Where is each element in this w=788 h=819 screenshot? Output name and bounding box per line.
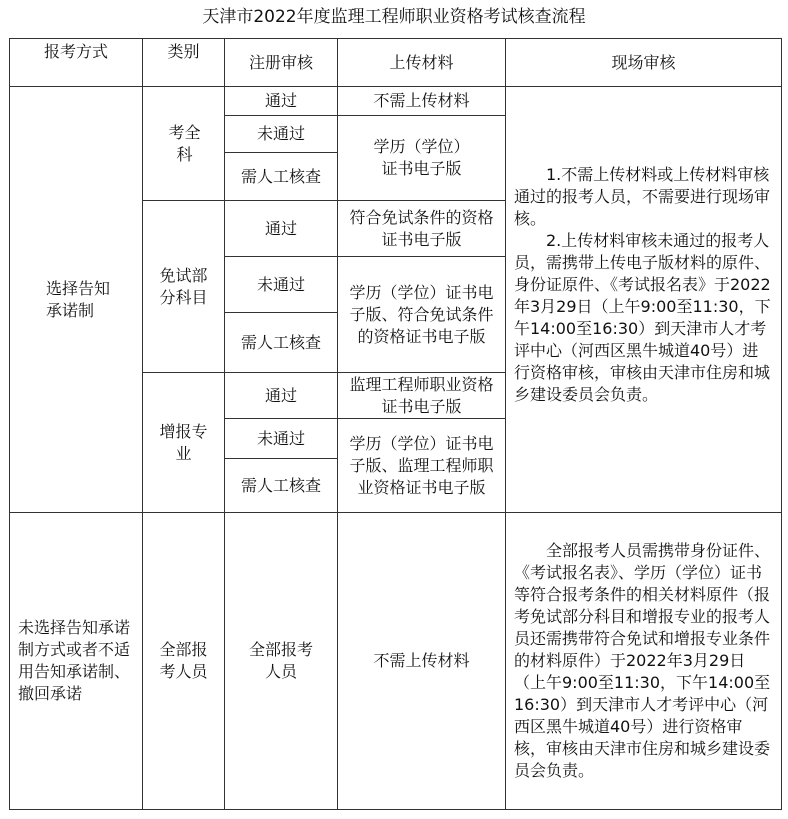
status-manual: 需人工核查	[225, 313, 338, 373]
method-no-commitment: 未选择告知承诺制方式或者不适用告知承诺制、撤回承诺	[10, 513, 143, 810]
material-degree: 学历（学位）证书电子版	[338, 116, 506, 201]
status-fail: 未通过	[225, 419, 338, 459]
page-title: 天津市2022年度监理工程师职业资格考试核查流程	[202, 7, 586, 27]
onsite-paragraph-2: 2.上传材料审核未通过的报考人员，需携带上传电子版材料的原件、身份证原件、《考试报名表》于2022年3月29日（上午9:00至11:30，下午14:00至16:30）到天津市人才考评中心（河西区黑牛城道40号）进行资格审核，审核由天津市住房和城乡建设委员会负责。	[514, 230, 771, 404]
material-none: 不需上传材料	[338, 87, 506, 116]
header-category: 类别	[143, 39, 225, 87]
header-upload: 上传材料	[338, 39, 506, 87]
method-commitment: 选择告知承诺制	[10, 87, 143, 513]
table-row	[10, 513, 782, 810]
status-fail: 未通过	[225, 116, 338, 153]
status-manual: 需人工核查	[225, 459, 338, 513]
onsite-paragraph-1: 1.不需上传材料或上传材料审核通过的报考人员，不需要进行现场审核。	[514, 164, 771, 228]
material-degree-exempt: 学历（学位）证书电子版、符合免试条件的资格证书电子版	[338, 257, 506, 373]
header-onsite: 现场审核	[506, 39, 782, 87]
status-manual: 需人工核查	[225, 153, 338, 201]
registration-all: 全部报考人员	[225, 513, 338, 810]
status-pass: 通过	[225, 87, 338, 116]
category-additional: 增报专业	[143, 373, 225, 513]
category-full: 考全科	[143, 87, 225, 201]
status-pass: 通过	[225, 201, 338, 257]
header-method: 报考方式	[10, 39, 143, 87]
onsite-review-commitment	[506, 87, 782, 513]
header-row	[10, 39, 782, 87]
status-pass: 通过	[225, 373, 338, 419]
material-none: 不需上传材料	[338, 513, 506, 810]
review-process-table	[9, 38, 782, 810]
material-degree-supervisor: 学历（学位）证书电子版、监理工程师职业资格证书电子版	[338, 419, 506, 513]
material-exempt-cert: 符合免试条件的资格证书电子版	[338, 201, 506, 257]
table-row	[10, 87, 782, 116]
status-fail: 未通过	[225, 257, 338, 313]
category-all: 全部报考人员	[143, 513, 225, 810]
material-supervisor-cert: 监理工程师职业资格证书电子版	[338, 373, 506, 419]
header-registration: 注册审核	[225, 39, 338, 87]
onsite-review-all: 全部报考人员需携带身份证件、《考试报名表》、学历（学位）证书等符合报考条件的相关材料原件（报考免试部分科目和增报专业的报考人员还需携带符合免试和增报专业条件的材料原件）于2022年3月29日（上午9:00至11:30，下午14:00至16:30）到天津市人才考评中心（河西区黑牛城道40号）进行资格审核，审核由天津市住房和城乡建设委员会负责。	[506, 513, 782, 810]
category-exempt: 免试部分科目	[143, 201, 225, 373]
